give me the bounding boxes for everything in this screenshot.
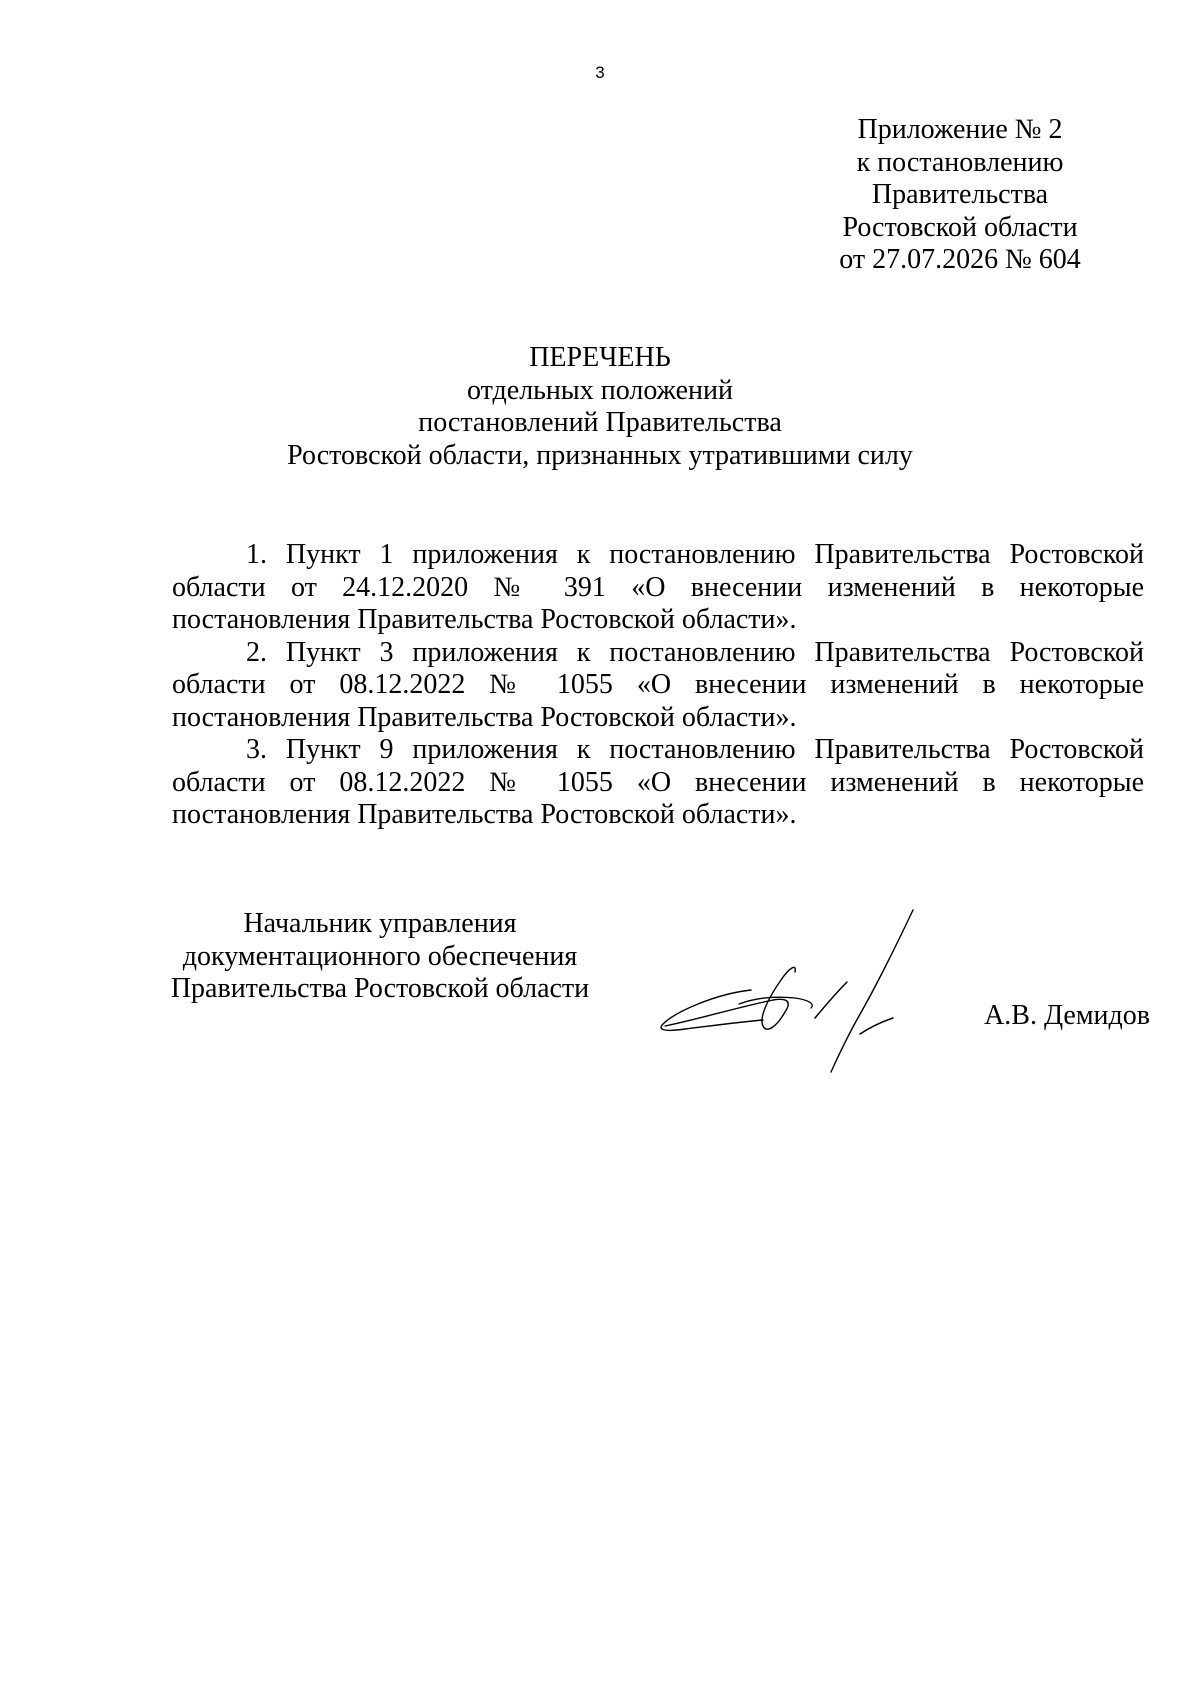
appendix-line: Правительства [871,179,1049,210]
handwritten-signature-icon [655,908,935,1073]
appendix-line: Приложение № 2 [857,114,1063,145]
page-number: 3 [595,63,605,82]
signatory-position-line: документационного обеспечения [182,940,578,972]
appendix-line: Ростовской области [842,211,1078,243]
signatory-position-line: Правительства Ростовской области [170,973,590,1004]
list-item: 3. Пункт 9 приложения к постановлению Правительства Ростовской области от 08.12.2022 № 1055 «О внесении изменений в некоторые постановления Правительства Ростовской области». [172,734,1144,830]
signatory-name: А.В. Демидов [984,1000,1150,1031]
signatory-position [165,908,595,1006]
list-item: 1. Пункт 1 приложения к постановлению Правительства Ростовской области от 24.12.2020 № 391 «О внесении изменений в некоторые постановления Правительства Ростовской области». [172,539,1144,635]
appendix-reference [810,114,1110,277]
list-item: 2. Пункт 3 приложения к постановлению Правительства Ростовской области от 08.12.2022 № 1055 «О внесении изменений в некоторые постановления Правительства Ростовской области». [172,636,1144,733]
title-subtitle-line: постановлений Правительства [418,407,782,438]
document-title [0,342,1200,472]
title-subtitle-line: Ростовской области, признанных утратившими силу [287,439,913,471]
appendix-line: к постановлению [856,146,1064,178]
title-subtitle-line: отдельных положений [467,374,733,406]
title-heading: ПЕРЕЧЕНЬ [529,342,671,373]
signatory-position-line: Начальник управления [243,908,517,939]
items-list [172,539,1144,832]
appendix-line: от 27.07.2026 № 604 [839,244,1081,275]
